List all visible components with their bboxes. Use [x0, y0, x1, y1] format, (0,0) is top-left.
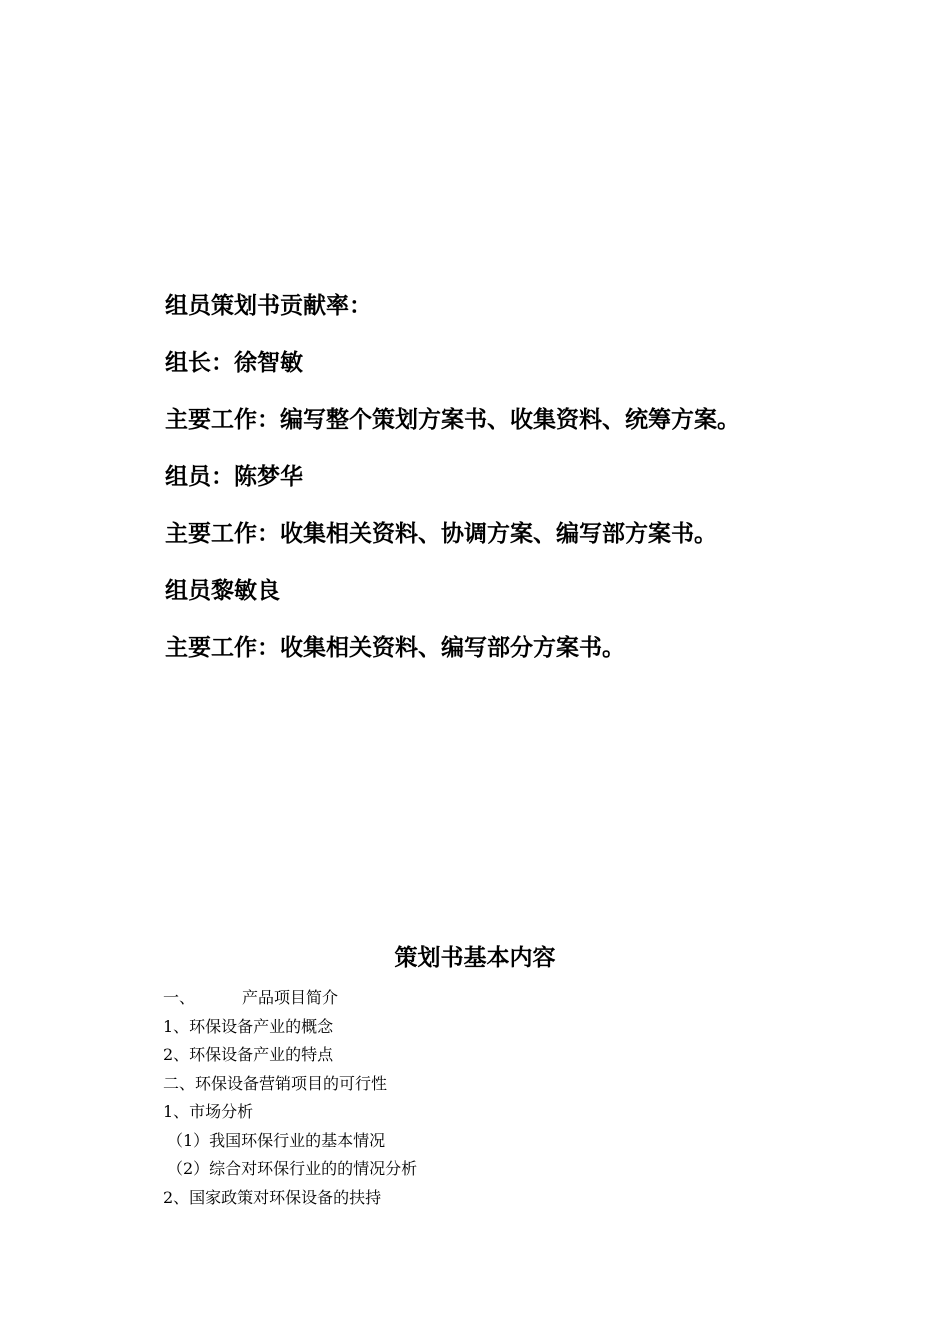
member-line: 组员黎敏良	[165, 577, 280, 604]
toc-item-text: 产品项目简介	[242, 988, 339, 1007]
toc-item: 2、环保设备产业的特点	[163, 1045, 334, 1064]
toc-list	[163, 984, 923, 1212]
toc-item: （1）我国环保行业的基本情况	[167, 1130, 386, 1150]
toc-item: 2、国家政策对环保设备的扶持	[163, 1187, 382, 1207]
toc-item: 1、环保设备产业的概念	[163, 1016, 334, 1036]
contribution-section	[165, 286, 925, 685]
toc-item: 1、市场分析	[163, 1102, 254, 1121]
toc-item	[163, 984, 923, 1013]
member-work-line: 主要工作：收集相关资料、编写部分方案书。	[165, 634, 625, 661]
contribution-heading: 组员策划书贡献率：	[165, 292, 372, 319]
member-work-line: 主要工作：收集相关资料、协调方案、编写部方案书。	[165, 520, 717, 547]
leader-work-line: 主要工作：编写整个策划方案书、收集资料、统筹方案。	[165, 406, 740, 433]
toc-title: 策划书基本内容	[394, 944, 556, 971]
toc-item-number: 一、	[163, 988, 196, 1007]
leader-line: 组长：徐智敏	[165, 349, 303, 376]
toc-item: 二、环保设备营销项目的可行性	[163, 1073, 388, 1093]
member-line: 组员：陈梦华	[165, 463, 303, 490]
toc-item: （2）综合对环保行业的的情况分析	[167, 1159, 418, 1178]
